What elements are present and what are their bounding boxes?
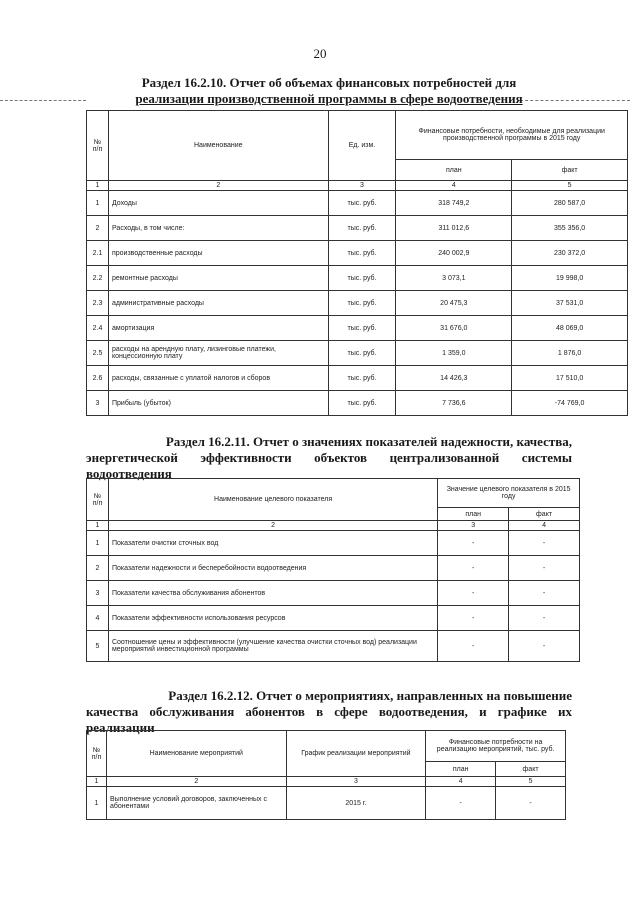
- header-plan: план: [426, 762, 496, 777]
- title-line: Раздел 16.2.12. Отчет о мероприятиях, направленных на повышение: [168, 688, 572, 703]
- column-number: 4: [396, 181, 512, 191]
- title-line: реализации производственной программы в сфере водоотведения: [135, 91, 523, 106]
- table-row: [87, 216, 628, 241]
- column-number: 1: [87, 777, 107, 787]
- row-plan: -: [438, 606, 509, 631]
- table-row: [87, 241, 628, 266]
- column-number: 3: [328, 181, 396, 191]
- row-unit: тыс. руб.: [328, 191, 396, 216]
- row-fact: -: [509, 556, 580, 581]
- row-plan: -: [438, 556, 509, 581]
- title-line: энергетической эффективности объектов централизованной системы: [86, 450, 572, 465]
- column-number: 2: [108, 521, 437, 531]
- table-row: [87, 606, 580, 631]
- row-name: Показатели качества обслуживания абонентов: [108, 581, 437, 606]
- row-name: амортизация: [108, 316, 328, 341]
- header-plan: план: [396, 160, 512, 181]
- row-plan: -: [438, 581, 509, 606]
- row-fact: 355 356,0: [512, 216, 628, 241]
- row-plan: 311 012,6: [396, 216, 512, 241]
- row-fact: 230 372,0: [512, 241, 628, 266]
- header-schedule: График реализации мероприятий: [286, 731, 426, 777]
- column-number: 4: [426, 777, 496, 787]
- column-number: 3: [438, 521, 509, 531]
- row-fact: -74 769,0: [512, 391, 628, 416]
- header-financial-needs: Финансовые потребности на реализацию мероприятий, тыс. руб.: [426, 731, 566, 762]
- row-schedule: 2015 г.: [286, 787, 426, 820]
- row-name: Показатели очистки сточных вод: [108, 531, 437, 556]
- row-fact: -: [509, 631, 580, 662]
- row-num: 5: [87, 631, 109, 662]
- row-name: Соотношение цены и эффективности (улучшение качества очистки сточных вод) реализации мероприятий инвестиционной программы: [108, 631, 437, 662]
- row-plan: 20 475,3: [396, 291, 512, 316]
- row-fact: -: [509, 531, 580, 556]
- row-num: 2: [87, 556, 109, 581]
- column-number: 1: [87, 181, 109, 191]
- service-quality-measures-table: [86, 730, 566, 820]
- header-num: № п/п: [87, 479, 109, 521]
- header-fact: факт: [512, 160, 628, 181]
- row-unit: тыс. руб.: [328, 391, 396, 416]
- table-row: [87, 316, 628, 341]
- row-fact: 48 069,0: [512, 316, 628, 341]
- section-16-2-12-title: [86, 688, 572, 736]
- row-fact: 19 998,0: [512, 266, 628, 291]
- title-line: реализации: [86, 720, 155, 735]
- table-row: [87, 291, 628, 316]
- section-16-2-10-title: [86, 75, 572, 107]
- column-number: 3: [286, 777, 426, 787]
- row-unit: тыс. руб.: [328, 241, 396, 266]
- title-line: Раздел 16.2.11. Отчет о значениях показателей надежности, качества,: [165, 434, 572, 449]
- row-num: 2.2: [87, 266, 109, 291]
- header-target-value: Значение целевого показателя в 2015 году: [438, 479, 580, 508]
- row-unit: тыс. руб.: [328, 216, 396, 241]
- row-name: расходы, связанные с уплатой налогов и сборов: [108, 366, 328, 391]
- table-row: [87, 391, 628, 416]
- title-line: водоотведения: [86, 466, 172, 481]
- table-row: [87, 341, 628, 366]
- header-num: № п/п: [87, 731, 107, 777]
- column-number: 5: [496, 777, 566, 787]
- financial-needs-table: [86, 110, 628, 416]
- header-name: Наименование: [108, 111, 328, 181]
- row-num: 3: [87, 391, 109, 416]
- row-unit: тыс. руб.: [328, 316, 396, 341]
- row-num: 3: [87, 581, 109, 606]
- target-indicators-table: [86, 478, 580, 662]
- header-fact: факт: [509, 508, 580, 521]
- row-name: административные расходы: [108, 291, 328, 316]
- row-plan: 31 676,0: [396, 316, 512, 341]
- row-name: Показатели надежности и бесперебойности водоотведения: [108, 556, 437, 581]
- row-unit: тыс. руб.: [328, 341, 396, 366]
- column-number: 1: [87, 521, 109, 531]
- header-name: Наименование мероприятий: [106, 731, 286, 777]
- row-fact: 17 510,0: [512, 366, 628, 391]
- header-plan: план: [438, 508, 509, 521]
- column-number: 2: [108, 181, 328, 191]
- section-16-2-11-title: [86, 434, 572, 482]
- table-row: [87, 191, 628, 216]
- row-plan: -: [426, 787, 496, 820]
- row-unit: тыс. руб.: [328, 291, 396, 316]
- table-row: [87, 366, 628, 391]
- table-row: [87, 581, 580, 606]
- page-number: 20: [313, 46, 327, 61]
- row-plan: 7 736,6: [396, 391, 512, 416]
- row-name: Показатели эффективности использования ресурсов: [108, 606, 437, 631]
- row-name: Расходы, в том числе:: [108, 216, 328, 241]
- table-row: [87, 556, 580, 581]
- row-plan: 14 426,3: [396, 366, 512, 391]
- row-plan: 1 359,0: [396, 341, 512, 366]
- row-plan: -: [438, 631, 509, 662]
- row-num: 2: [87, 216, 109, 241]
- header-name: Наименование целевого показателя: [108, 479, 437, 521]
- row-name: Доходы: [108, 191, 328, 216]
- column-number: 2: [106, 777, 286, 787]
- row-num: 2.4: [87, 316, 109, 341]
- table-row: [87, 266, 628, 291]
- row-name: расходы на арендную плату, лизинговые платежи, концессионную плату: [108, 341, 328, 366]
- row-num: 2.1: [87, 241, 109, 266]
- row-plan: 318 749,2: [396, 191, 512, 216]
- header-financial-needs: Финансовые потребности, необходимые для реализации производственной программы в 2015 году: [396, 111, 628, 160]
- table-row: [87, 631, 580, 662]
- row-fact: -: [509, 606, 580, 631]
- column-number: 5: [512, 181, 628, 191]
- row-unit: тыс. руб.: [328, 266, 396, 291]
- row-fact: 1 876,0: [512, 341, 628, 366]
- header-fact: факт: [496, 762, 566, 777]
- row-num: 2.6: [87, 366, 109, 391]
- header-num: № п/п: [87, 111, 109, 181]
- row-name: Выполнение условий договоров, заключенных с абонентами: [106, 787, 286, 820]
- row-name: производственные расходы: [108, 241, 328, 266]
- row-name: Прибыль (убыток): [108, 391, 328, 416]
- row-fact: -: [496, 787, 566, 820]
- header-unit: Ед. изм.: [328, 111, 396, 181]
- row-num: 1: [87, 787, 107, 820]
- row-unit: тыс. руб.: [328, 366, 396, 391]
- row-fact: -: [509, 581, 580, 606]
- row-plan: 240 002,9: [396, 241, 512, 266]
- row-fact: 280 587,0: [512, 191, 628, 216]
- scan-artifact-line: [0, 100, 86, 101]
- row-plan: 3 073,1: [396, 266, 512, 291]
- table-row: [87, 787, 566, 820]
- row-num: 1: [87, 191, 109, 216]
- row-plan: -: [438, 531, 509, 556]
- table-row: [87, 531, 580, 556]
- title-line: Раздел 16.2.10. Отчет об объемах финансовых потребностей для: [141, 75, 517, 90]
- column-number: 4: [509, 521, 580, 531]
- title-line: качества обслуживания абонентов в сфере водоотведения, и графике их: [86, 704, 572, 719]
- row-num: 2.5: [87, 341, 109, 366]
- row-num: 4: [87, 606, 109, 631]
- row-name: ремонтные расходы: [108, 266, 328, 291]
- row-num: 2.3: [87, 291, 109, 316]
- row-fact: 37 531,0: [512, 291, 628, 316]
- row-num: 1: [87, 531, 109, 556]
